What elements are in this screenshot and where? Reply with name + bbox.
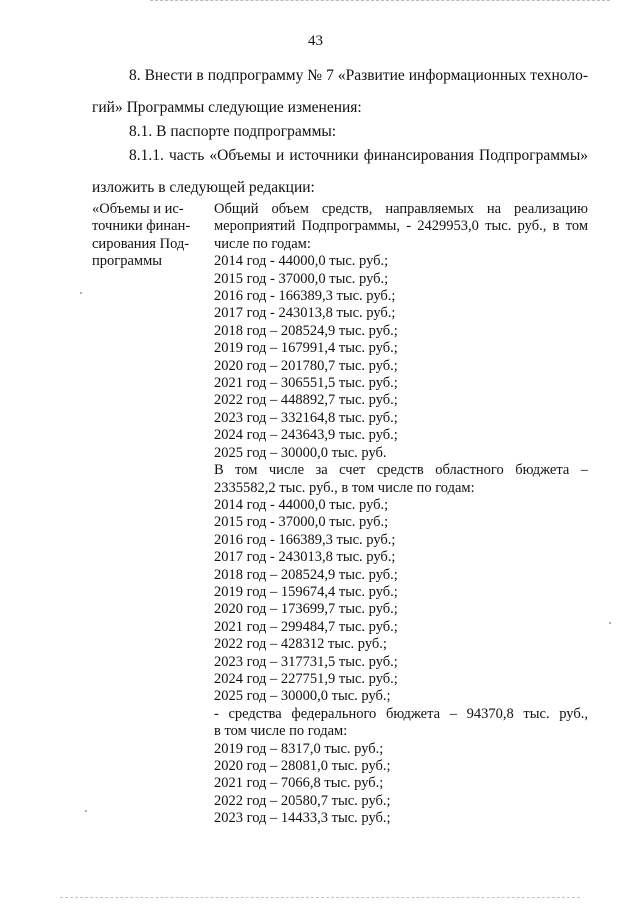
total-year-line: 2022 год – 448892,7 тыс. руб.; (214, 392, 398, 409)
table-right-cell (214, 201, 588, 828)
scan-edge-top (150, 0, 610, 3)
scan-speck (609, 622, 611, 624)
scan-speck (80, 292, 82, 294)
regional-year-line: 2025 год – 30000,0 тыс. руб.; (214, 688, 391, 705)
left-cell-line: «Объемы и ис- (92, 201, 184, 217)
intro-line: Общий объем средств, направляемых на реализацию (214, 201, 588, 217)
paragraph-line: 8.1. В паспорте подпрограммы: (129, 123, 337, 140)
table-left-cell (92, 201, 204, 271)
total-year-line: 2025 год – 30000,0 тыс. руб. (214, 444, 387, 461)
regional-year-line: 2015 год - 37000,0 тыс. руб.; (214, 514, 389, 531)
intro-line: мероприятий Подпрограммы, - 2429953,0 тыс. руб., в том (214, 218, 588, 235)
total-year-line: 2015 год - 37000,0 тыс. руб.; (214, 270, 389, 287)
federal-year-line: 2022 год – 20580,7 тыс. руб.; (214, 792, 391, 809)
federal-year-line: 2021 год – 7066,8 тыс. руб.; (214, 775, 384, 792)
federal-intro-line: в том числе по годам: (214, 723, 348, 740)
intro-line: числе по годам: (214, 235, 311, 252)
paragraph-line: 8.1.1. часть «Объемы и источники финансирования Подпрограммы» (129, 147, 588, 164)
regional-year-line: 2018 год – 208524,9 тыс. руб.; (214, 566, 398, 583)
federal-year-line: 2020 год – 28081,0 тыс. руб.; (214, 758, 391, 774)
total-year-line: 2023 год – 332164,8 тыс. руб.; (214, 409, 398, 426)
regional-year-line: 2019 год – 159674,4 тыс. руб.; (214, 583, 398, 600)
regional-year-line: 2014 год - 44000,0 тыс. руб.; (214, 496, 389, 513)
regional-year-line: 2022 год – 428312 тыс. руб.; (214, 636, 387, 653)
regional-year-line: 2024 год – 227751,9 тыс. руб.; (214, 670, 398, 687)
total-year-line: 2014 год - 44000,0 тыс. руб.; (214, 253, 389, 270)
paragraph-line: изложить в следующей редакции: (92, 179, 315, 196)
paragraph-line: 8. Внести в подпрограмму № 7 «Развитие информационных техноло- (129, 67, 588, 84)
regional-year-line: 2021 год – 299484,7 тыс. руб.; (214, 618, 398, 635)
federal-year-line: 2023 год – 14433,3 тыс. руб.; (214, 810, 391, 827)
total-year-line: 2021 год – 306551,5 тыс. руб.; (214, 375, 398, 392)
scan-speck (85, 810, 87, 812)
paragraph-line: гий» Программы следующие изменения: (92, 99, 362, 116)
total-year-line: 2024 год – 243643,9 тыс. руб.; (214, 427, 398, 444)
left-cell-line: программы (92, 253, 162, 270)
page-number: 43 (308, 33, 323, 49)
paragraph-amend-subprogram (92, 60, 588, 124)
regional-year-line: 2020 год – 173699,7 тыс. руб.; (214, 601, 398, 618)
regional-year-line: 2016 год - 166389,3 тыс. руб.; (214, 531, 396, 548)
regional-intro-line: В том числе за счет средств областного бюджета – (214, 462, 588, 479)
regional-intro-line: 2335582,2 тыс. руб., в том числе по годам: (214, 479, 475, 496)
left-cell-line: сирования Под- (92, 235, 190, 252)
paragraph-funding-part (92, 140, 588, 204)
scan-edge-bottom (60, 897, 580, 900)
federal-year-line: 2019 год – 8317,0 тыс. руб.; (214, 740, 384, 757)
regional-year-line: 2023 год – 317731,5 тыс. руб.; (214, 653, 398, 670)
regional-year-line: 2017 год - 243013,8 тыс. руб.; (214, 549, 396, 566)
total-year-line: 2018 год – 208524,9 тыс. руб.; (214, 322, 398, 339)
total-year-line: 2020 год – 201780,7 тыс. руб.; (214, 357, 398, 374)
total-year-line: 2017 год - 243013,8 тыс. руб.; (214, 305, 396, 322)
left-cell-line: точники финан- (92, 218, 191, 235)
total-year-line: 2019 год – 167991,4 тыс. руб.; (214, 340, 398, 357)
total-year-line: 2016 год - 166389,3 тыс. руб.; (214, 288, 396, 305)
federal-intro-line: - средства федерального бюджета – 94370,8 тыс. руб., (214, 705, 588, 722)
